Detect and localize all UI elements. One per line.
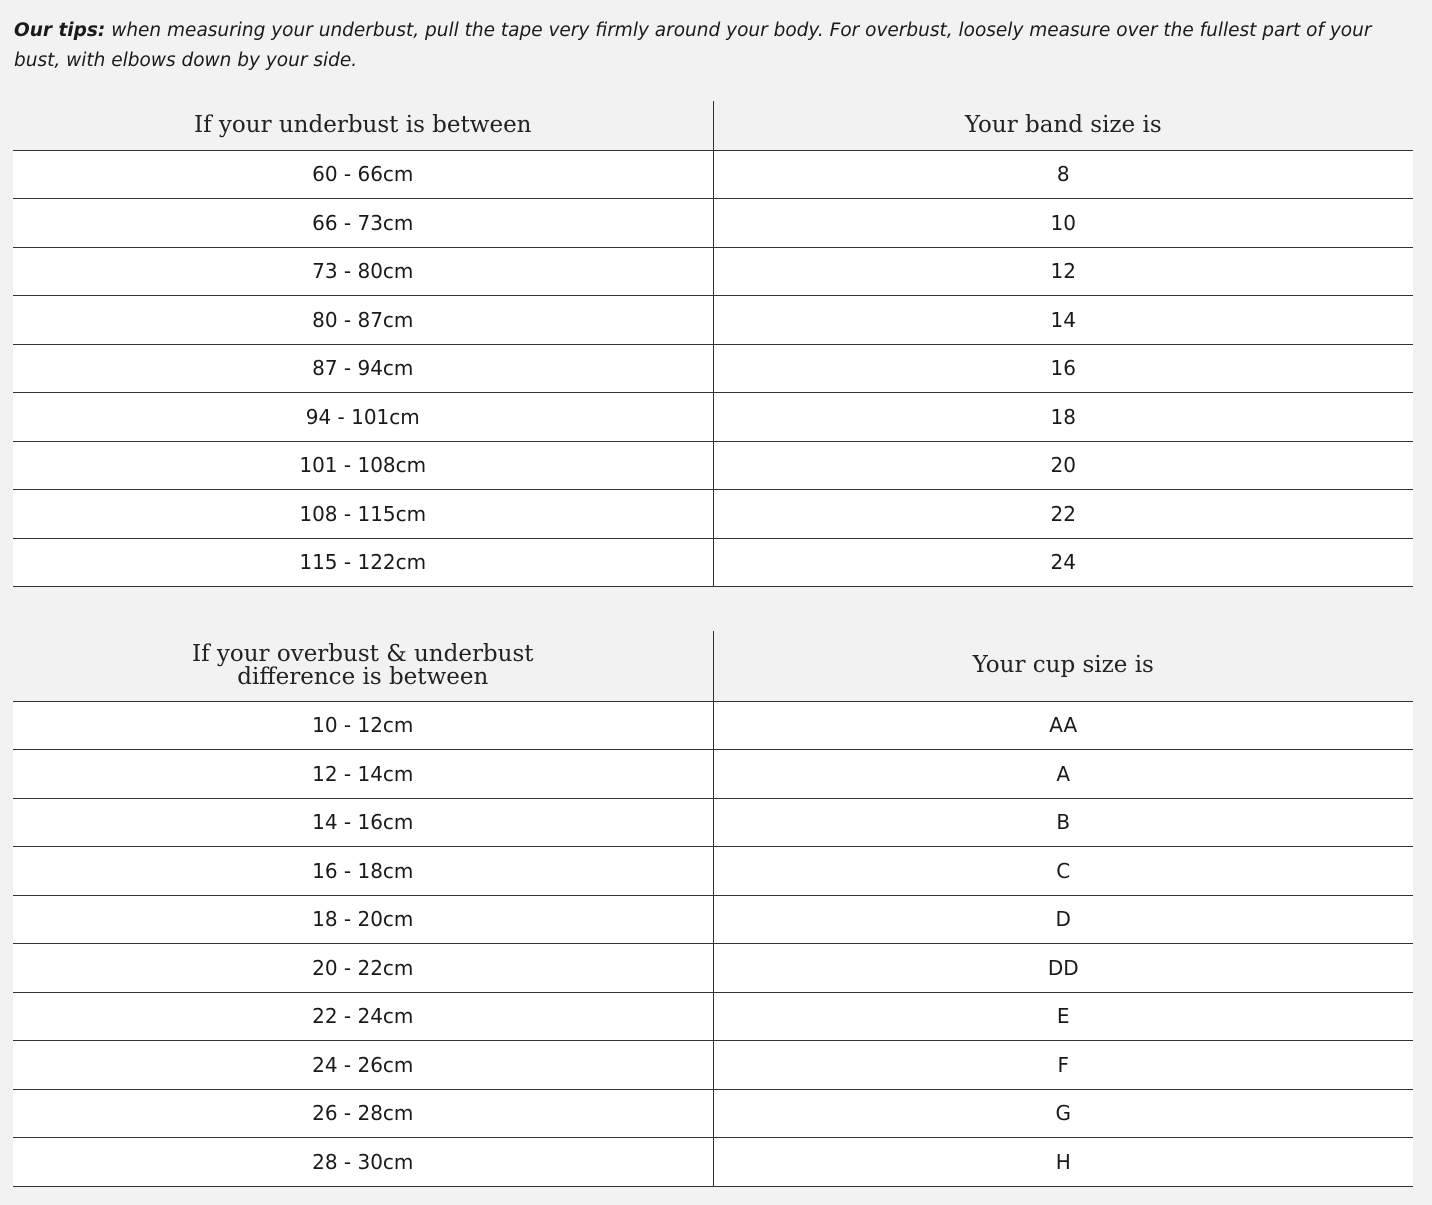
difference-range-cell: 10 - 12cm xyxy=(13,701,713,750)
cup-size-cell: E xyxy=(713,992,1413,1041)
table-row xyxy=(13,150,1413,199)
table-row xyxy=(13,750,1413,799)
difference-range-cell: 18 - 20cm xyxy=(13,895,713,944)
band-size-cell: 8 xyxy=(713,150,1413,199)
underbust-range-cell: 66 - 73cm xyxy=(13,199,713,248)
table-row xyxy=(13,538,1413,587)
difference-range-cell: 24 - 26cm xyxy=(13,1041,713,1090)
tips-text: when measuring your underbust, pull the tape very firmly around your body. For overbust, loosely measure over the fullest part of your bust, with elbows down by your side. xyxy=(14,20,1372,71)
cup-table-body xyxy=(13,701,1413,1186)
table-row xyxy=(13,895,1413,944)
band-size-cell: 14 xyxy=(713,296,1413,345)
underbust-range-cell: 94 - 101cm xyxy=(13,393,713,442)
cup-size-cell: D xyxy=(713,895,1413,944)
cup-header-difference-line-1: If your overbust & underbust xyxy=(191,640,534,667)
underbust-range-cell: 101 - 108cm xyxy=(13,441,713,490)
difference-range-cell: 22 - 24cm xyxy=(13,992,713,1041)
underbust-range-cell: 80 - 87cm xyxy=(13,296,713,345)
tips-lead: Our tips: xyxy=(14,20,106,41)
band-size-cell: 24 xyxy=(713,538,1413,587)
table-row xyxy=(13,490,1413,539)
cup-size-table xyxy=(13,631,1413,1187)
table-row xyxy=(13,393,1413,442)
difference-range-cell: 14 - 16cm xyxy=(13,798,713,847)
difference-range-cell: 20 - 22cm xyxy=(13,944,713,993)
table-row xyxy=(13,344,1413,393)
table-row xyxy=(13,1041,1413,1090)
cup-table-header-row xyxy=(13,631,1413,701)
band-size-cell: 20 xyxy=(713,441,1413,490)
cup-size-cell: F xyxy=(713,1041,1413,1090)
cup-size-cell: A xyxy=(713,750,1413,799)
cup-size-cell: H xyxy=(713,1138,1413,1187)
underbust-range-cell: 87 - 94cm xyxy=(13,344,713,393)
table-row xyxy=(13,944,1413,993)
band-size-cell: 10 xyxy=(713,199,1413,248)
cup-header-difference xyxy=(13,631,713,701)
table-row xyxy=(13,441,1413,490)
band-header-size: Your band size is xyxy=(713,101,1413,150)
table-row xyxy=(13,992,1413,1041)
table-row xyxy=(13,296,1413,345)
band-table-body xyxy=(13,150,1413,587)
cup-size-cell: C xyxy=(713,847,1413,896)
table-row xyxy=(13,798,1413,847)
band-size-cell: 12 xyxy=(713,247,1413,296)
cup-header-size: Your cup size is xyxy=(713,631,1413,701)
cup-size-cell: G xyxy=(713,1089,1413,1138)
underbust-range-cell: 60 - 66cm xyxy=(13,150,713,199)
underbust-range-cell: 115 - 122cm xyxy=(13,538,713,587)
table-row xyxy=(13,247,1413,296)
table-row xyxy=(13,199,1413,248)
band-size-cell: 18 xyxy=(713,393,1413,442)
table-row xyxy=(13,1138,1413,1187)
underbust-range-cell: 108 - 115cm xyxy=(13,490,713,539)
table-row xyxy=(13,847,1413,896)
underbust-range-cell: 73 - 80cm xyxy=(13,247,713,296)
band-table-header-row xyxy=(13,101,1413,150)
band-size-table xyxy=(13,101,1413,587)
difference-range-cell: 16 - 18cm xyxy=(13,847,713,896)
difference-range-cell: 26 - 28cm xyxy=(13,1089,713,1138)
table-row xyxy=(13,701,1413,750)
band-header-underbust: If your underbust is between xyxy=(13,101,713,150)
cup-size-cell: AA xyxy=(713,701,1413,750)
band-size-cell: 22 xyxy=(713,490,1413,539)
cup-header-difference-line-2: difference is between xyxy=(237,663,489,690)
cup-size-cell: DD xyxy=(713,944,1413,993)
band-size-cell: 16 xyxy=(713,344,1413,393)
tips-paragraph xyxy=(14,16,1419,76)
difference-range-cell: 12 - 14cm xyxy=(13,750,713,799)
cup-size-cell: B xyxy=(713,798,1413,847)
difference-range-cell: 28 - 30cm xyxy=(13,1138,713,1187)
table-row xyxy=(13,1089,1413,1138)
